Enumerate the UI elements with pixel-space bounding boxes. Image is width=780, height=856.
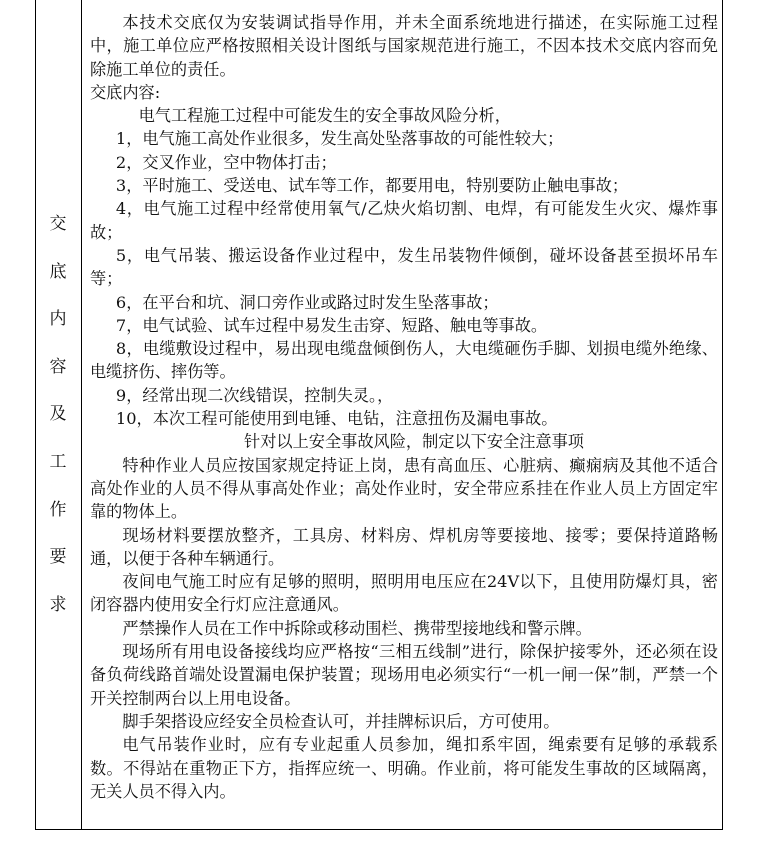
risk-item: 3，平时施工、受送电、试车等工作，都要用电，特别要防止触电事故； xyxy=(115,176,629,196)
side-label-char: 容 xyxy=(49,356,67,377)
measure-paragraph: 脚手架搭设应经安全员检查认可，并挂牌标识后，方可使用。 xyxy=(122,711,560,731)
side-label xyxy=(35,213,81,641)
side-label-char: 要 xyxy=(49,547,67,568)
measure-paragraph: 特种作业人员应按国家规定持证上岗，患有高血压、心脏病、癫痫病及其他不适合高处作业的人员不得从事高处作业；高处作业时，安全带应系挂在作业人员上方固定牢靠的物体上。 xyxy=(90,455,718,522)
intro-paragraph: 本技术交底仅为安装调试指导作用，并未全面系统地进行描述，在实际施工过程中，施工单位应严格按照相关设计图纸与国家规范进行施工，不因本技术交底内容而免除施工单位的责任。 xyxy=(90,13,718,79)
risk-item: 1，电气施工高处作业很多，发生高处坠落事故的可能性较大； xyxy=(115,129,564,149)
measure-paragraph: 现场所有用电设备接线均应严格按“三相五线制”进行，除保护接零外，还必须在设备负荷线路首端处设置漏电保护装置；现场用电必须实行“一机一闸一保”制，严禁一个开关控制两台以上用电设备。 xyxy=(90,642,718,708)
risk-item: 7，电气试验、试车过程中易发生击穿、短路、触电等事故。 xyxy=(115,315,548,335)
risk-item: 6，在平台和坑、洞口旁作业或路过时发生坠落事故； xyxy=(115,292,499,312)
side-label-char: 底 xyxy=(49,261,67,282)
content-label: 交底内容: xyxy=(90,82,161,102)
risk-item: 9，经常出现二次线错误，控制失灵。， xyxy=(115,385,394,405)
measure-paragraph: 夜间电气施工时应有足够的照明，照明用电压应在24V以下，且使用防爆灯具，密闭容器内使用安全行灯应注意通风。 xyxy=(90,572,718,615)
measure-paragraph: 严禁操作人员在工作中拆除或移动围栏、携带型接地线和警示牌。 xyxy=(122,618,592,638)
risk-item: 4，电气施工过程中经常使用氧气/乙炔火焰切割、电焊，有可能发生火灾、爆炸事故； xyxy=(90,199,718,242)
side-label-char: 求 xyxy=(49,594,67,615)
side-label-char: 交 xyxy=(49,214,67,234)
risk-item: 8，电缆敷设过程中，易出现电缆盘倾倒伤人，大电缆砸伤手脚、划损电缆外绝缘、电缆挤伤、摔伤等。 xyxy=(90,339,718,382)
column-divider xyxy=(81,0,82,830)
measure-paragraph: 现场材料要摆放整齐，工具房、材料房、焊机房等要接地、接零；要保持道路畅通，以便于各种车辆通行。 xyxy=(90,525,718,568)
side-label-char: 及 xyxy=(49,404,67,425)
measure-paragraph: 电气吊装作业时，应有专业起重人员参加，绳扣系牢固，绳索要有足够的承载系数。不得站在重物正下方，指挥应统一、明确。作业前，将可能发生事故的区域隔离，无关人员不得入内。 xyxy=(90,735,718,801)
side-label-char: 内 xyxy=(49,309,67,330)
risk-item: 5，电气吊装、搬运设备作业过程中，发生吊装物件倾倒，碰坏设备甚至损坏吊车等； xyxy=(90,245,718,289)
side-label-char: 作 xyxy=(49,499,67,520)
measures-title: 针对以上安全事故风险，制定以下安全注意事项 xyxy=(244,432,584,452)
side-label-char: 工 xyxy=(49,451,67,472)
risk-title: 电气工程施工过程中可能发生的安全事故风险分析， xyxy=(138,106,511,126)
risk-item: 10，本次工程可能使用到电锤、电钻，注意扭伤及漏电事故。 xyxy=(115,409,558,429)
risk-item: 2，交叉作业，空中物体打击； xyxy=(115,152,337,172)
disclosure-content xyxy=(90,11,718,803)
